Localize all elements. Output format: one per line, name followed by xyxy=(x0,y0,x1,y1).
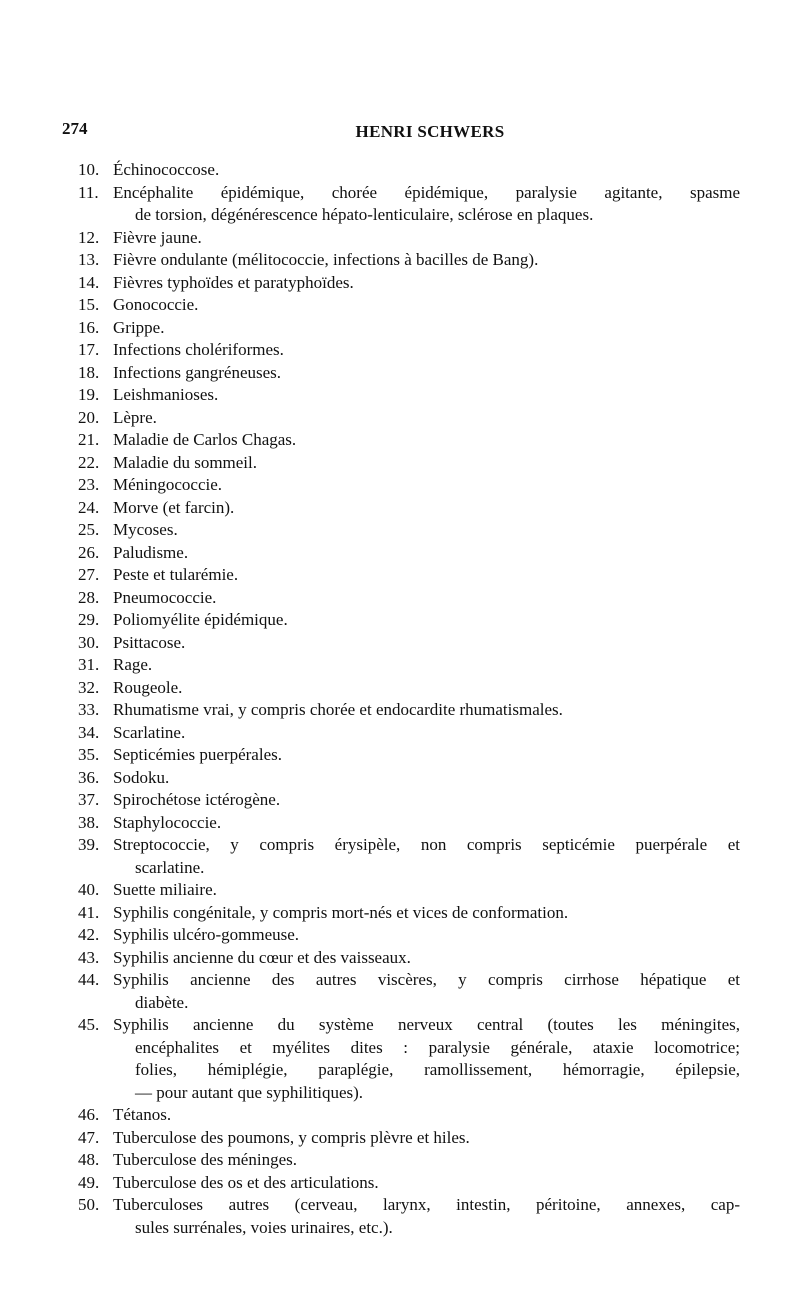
list-item xyxy=(0,902,740,925)
item-line: Maladie de Carlos Chagas. xyxy=(113,430,297,449)
item-line: Échinococcose. xyxy=(113,160,220,179)
item-number: 37. xyxy=(78,790,100,809)
item-number: 19. xyxy=(78,385,100,404)
item-number: 40. xyxy=(78,880,100,899)
list-item xyxy=(0,1104,740,1127)
item-line: Rage. xyxy=(113,655,153,674)
list-item xyxy=(0,429,740,452)
list-item xyxy=(0,294,740,317)
item-text xyxy=(113,654,740,677)
list-item xyxy=(0,474,740,497)
item-number: 10. xyxy=(78,160,100,179)
list-item xyxy=(0,1149,740,1172)
item-text xyxy=(113,632,740,655)
list-item xyxy=(0,789,740,812)
item-text xyxy=(113,1104,740,1127)
item-number: 46. xyxy=(78,1105,100,1124)
item-line: Sodoku. xyxy=(113,767,170,787)
item-text xyxy=(113,1149,740,1172)
item-continuation-line: encéphalites et myélites dites : paralysie générale, ataxie locomotrice; xyxy=(135,1037,740,1057)
item-continuation-line: scarlatine. xyxy=(135,857,205,877)
list-item xyxy=(0,249,740,272)
item-line: Spirochétose ictérogène. xyxy=(113,790,281,809)
item-line: Syphilis congénitale, y compris mort-nés et vices de conformation. xyxy=(113,902,569,922)
item-line: Peste et tularémie. xyxy=(113,565,239,584)
item-text xyxy=(113,789,740,812)
page-number: 274 xyxy=(62,119,88,138)
item-text xyxy=(113,812,740,835)
item-line: Streptococcie, y compris érysipèle, non compris septicémie puerpérale et xyxy=(113,835,740,854)
disease-list xyxy=(0,159,800,1239)
item-line: Rougeole. xyxy=(113,677,183,697)
item-text xyxy=(113,947,740,970)
item-line: Tuberculose des méninges. xyxy=(113,1150,297,1169)
item-text xyxy=(113,159,740,182)
item-number: 34. xyxy=(78,722,100,742)
item-number: 45. xyxy=(78,1015,100,1034)
item-line: Fièvres typhoïdes et paratyphoïdes. xyxy=(113,272,354,292)
item-text xyxy=(113,834,740,879)
item-number: 14. xyxy=(78,272,100,292)
list-item xyxy=(0,542,740,565)
list-item xyxy=(0,654,740,677)
list-item xyxy=(0,924,740,947)
list-item xyxy=(0,879,740,902)
item-line: Scarlatine. xyxy=(113,722,186,742)
item-line: Lèpre. xyxy=(113,407,157,427)
list-item xyxy=(0,317,740,340)
list-item xyxy=(0,947,740,970)
list-item xyxy=(0,339,740,362)
item-line: Infections gangréneuses. xyxy=(113,362,282,382)
item-text xyxy=(113,902,740,925)
item-text xyxy=(113,609,740,632)
list-item xyxy=(0,632,740,655)
item-text xyxy=(113,249,740,272)
item-text xyxy=(113,227,740,250)
list-item xyxy=(0,519,740,542)
item-number: 47. xyxy=(78,1127,100,1147)
item-number: 32. xyxy=(78,677,100,697)
item-line: Pneumococcie. xyxy=(113,587,217,607)
item-text xyxy=(113,519,740,542)
item-line: Infections cholériformes. xyxy=(113,340,284,359)
item-number: 48. xyxy=(78,1150,100,1169)
item-number: 23. xyxy=(78,475,100,494)
item-continuation-line: diabète. xyxy=(135,992,189,1012)
item-number: 29. xyxy=(78,610,100,629)
item-text xyxy=(113,744,740,767)
item-number: 50. xyxy=(78,1195,100,1214)
item-number: 22. xyxy=(78,452,100,472)
list-item xyxy=(0,159,740,182)
item-text xyxy=(113,497,740,520)
list-item xyxy=(0,699,740,722)
list-item xyxy=(0,767,740,790)
item-text xyxy=(113,317,740,340)
item-continuation-line: folies, hémiplégie, paraplégie, ramollissement, hémorragie, épilepsie, xyxy=(135,1060,740,1079)
item-text xyxy=(113,429,740,452)
item-text xyxy=(113,969,740,1014)
item-text xyxy=(113,542,740,565)
item-number: 26. xyxy=(78,542,100,562)
item-text xyxy=(113,294,740,317)
item-line: Suette miliaire. xyxy=(113,880,217,899)
item-text xyxy=(113,879,740,902)
item-number: 30. xyxy=(78,632,100,652)
item-number: 15. xyxy=(78,295,100,314)
item-number: 44. xyxy=(78,970,100,989)
item-number: 20. xyxy=(78,407,100,427)
item-number: 21. xyxy=(78,430,100,449)
item-text xyxy=(113,182,740,227)
item-line: Tuberculose des os et des articulations. xyxy=(113,1172,379,1192)
item-text xyxy=(113,1127,740,1150)
item-line: Fièvre jaune. xyxy=(113,227,202,247)
item-text xyxy=(113,677,740,700)
item-number: 16. xyxy=(78,317,100,337)
list-item xyxy=(0,1127,740,1150)
item-text xyxy=(113,1014,740,1104)
item-line: Staphylococcie. xyxy=(113,812,222,832)
item-line: Mycoses. xyxy=(113,520,178,539)
item-text xyxy=(113,1172,740,1195)
item-line: Poliomyélite épidémique. xyxy=(113,610,288,629)
item-line: Grippe. xyxy=(113,317,165,337)
item-text xyxy=(113,407,740,430)
list-item xyxy=(0,272,740,295)
item-number: 36. xyxy=(78,767,100,787)
item-continuation-line: sules surrénales, voies urinaires, etc.). xyxy=(135,1217,393,1237)
item-text xyxy=(113,587,740,610)
item-number: 31. xyxy=(78,655,100,674)
item-number: 38. xyxy=(78,812,100,832)
item-number: 12. xyxy=(78,227,100,247)
item-line: Morve (et farcin). xyxy=(113,497,235,517)
list-item xyxy=(0,722,740,745)
item-text xyxy=(113,924,740,947)
item-line: Maladie du sommeil. xyxy=(113,452,258,472)
list-item xyxy=(0,182,740,227)
list-item xyxy=(0,227,740,250)
item-line: Tétanos. xyxy=(113,1105,172,1124)
item-number: 33. xyxy=(78,700,100,719)
item-text xyxy=(113,272,740,295)
item-line: Encéphalite épidémique, chorée épidémique, paralysie agitante, spasme xyxy=(113,182,740,202)
item-line: Méningococcie. xyxy=(113,475,223,494)
item-line: Rhumatisme vrai, y compris chorée et endocardite rhumatismales. xyxy=(113,700,563,719)
list-item xyxy=(0,587,740,610)
list-item xyxy=(0,362,740,385)
item-text xyxy=(113,339,740,362)
item-line: Gonococcie. xyxy=(113,295,199,314)
item-text xyxy=(113,474,740,497)
item-number: 49. xyxy=(78,1172,100,1192)
item-continuation-line: — pour autant que syphilitiques). xyxy=(135,1082,364,1102)
item-number: 25. xyxy=(78,520,100,539)
list-item xyxy=(0,497,740,520)
list-item xyxy=(0,744,740,767)
item-line: Psittacose. xyxy=(113,632,186,652)
item-number: 39. xyxy=(78,835,100,854)
item-number: 35. xyxy=(78,745,100,764)
item-line: Fièvre ondulante (mélitococcie, infections à bacilles de Bang). xyxy=(113,250,539,269)
item-number: 43. xyxy=(78,947,100,967)
item-text xyxy=(113,699,740,722)
list-item xyxy=(0,384,740,407)
item-number: 24. xyxy=(78,497,100,517)
item-number: 17. xyxy=(78,340,100,359)
item-line: Leishmanioses. xyxy=(113,385,219,404)
list-item xyxy=(0,812,740,835)
item-line: Tuberculoses autres (cerveau, larynx, intestin, péritoine, annexes, cap- xyxy=(113,1195,740,1214)
item-number: 13. xyxy=(78,250,100,269)
item-line: Syphilis ancienne des autres viscères, y compris cirrhose hépatique et xyxy=(113,970,740,989)
list-item xyxy=(0,969,740,1014)
item-line: Paludisme. xyxy=(113,542,189,562)
item-text xyxy=(113,767,740,790)
item-line: Syphilis ulcéro-gommeuse. xyxy=(113,925,300,944)
item-number: 28. xyxy=(78,587,100,607)
list-item xyxy=(0,1194,740,1239)
list-item xyxy=(0,834,740,879)
list-item xyxy=(0,452,740,475)
item-line: Tuberculose des poumons, y compris plèvre et hiles. xyxy=(113,1127,470,1147)
item-line: Syphilis ancienne du système nerveux central (toutes les méningites, xyxy=(113,1015,740,1034)
list-item xyxy=(0,564,740,587)
list-item xyxy=(0,677,740,700)
item-text xyxy=(113,452,740,475)
list-item xyxy=(0,407,740,430)
item-text xyxy=(113,722,740,745)
item-number: 27. xyxy=(78,565,100,584)
list-item xyxy=(0,609,740,632)
item-number: 42. xyxy=(78,925,100,944)
item-line: Septicémies puerpérales. xyxy=(113,745,282,764)
item-text xyxy=(113,362,740,385)
list-item xyxy=(0,1172,740,1195)
item-text xyxy=(113,384,740,407)
item-number: 18. xyxy=(78,362,100,382)
item-text xyxy=(113,564,740,587)
item-continuation-line: de torsion, dégénérescence hépato-lenticulaire, sclérose en plaques. xyxy=(135,205,594,224)
running-head: HENRI SCHWERS xyxy=(355,122,505,141)
item-line: Syphilis ancienne du cœur et des vaisseaux. xyxy=(113,947,411,967)
list-item xyxy=(0,1014,740,1104)
item-text xyxy=(113,1194,740,1239)
item-number: 11. xyxy=(78,182,99,202)
item-number: 41. xyxy=(78,902,100,922)
